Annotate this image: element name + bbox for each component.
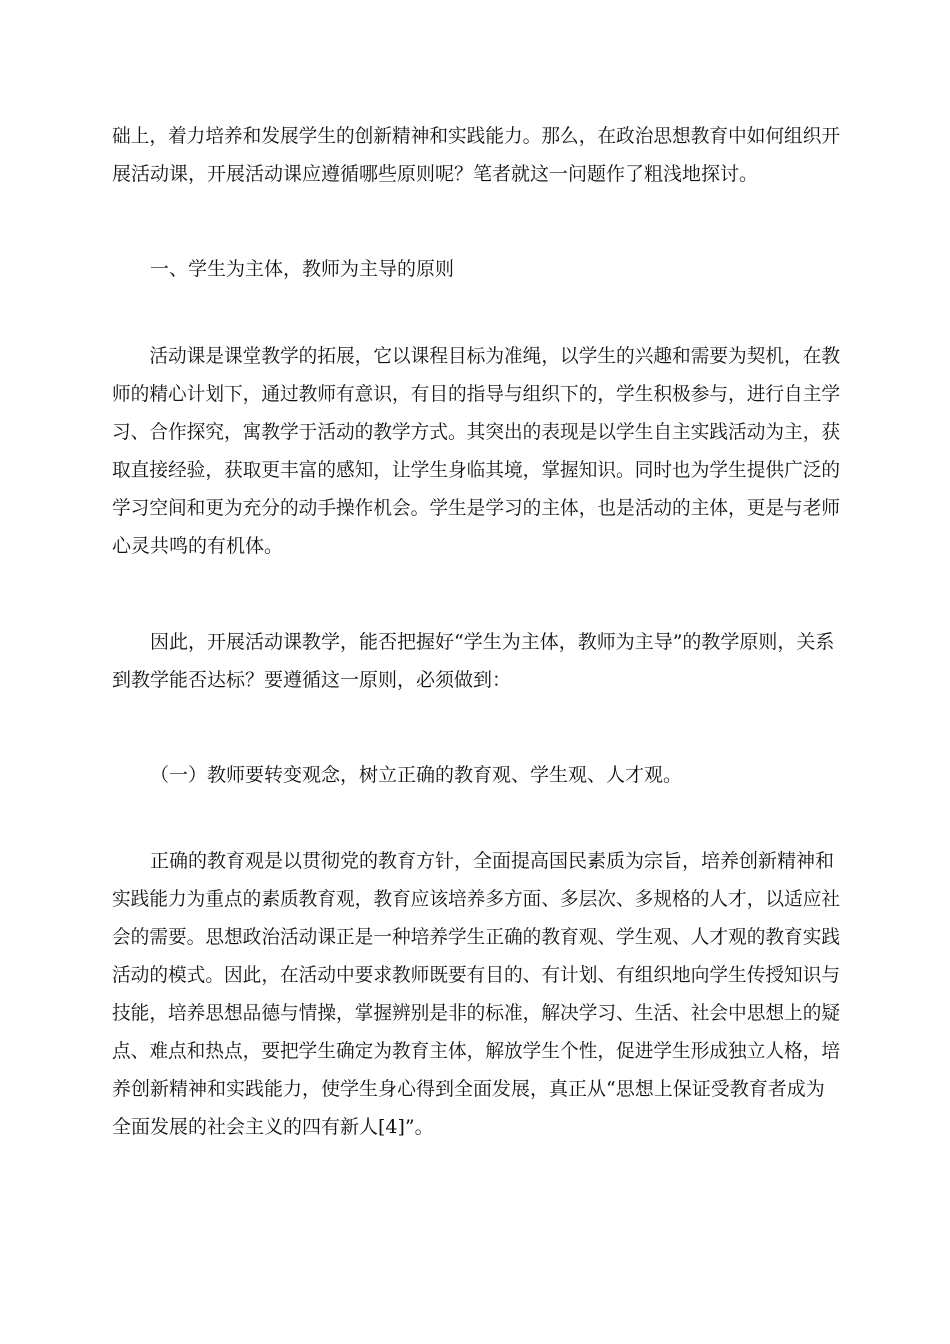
body-paragraph (112, 337, 840, 565)
text-line: 习、合作探究，寓教学于活动的教学方式。其突出的表现是以学生自主实践活动为主，获 (112, 421, 841, 443)
subheading-text: （一）教师要转变观念，树立正确的教育观、学生观、人才观。 (150, 764, 683, 786)
body-paragraph (112, 842, 840, 1146)
text-line: 点、难点和热点，要把学生确定为教育主体，解放学生个性，促进学生形成独立人格，培 (112, 1040, 841, 1062)
heading-text: 一、学生为主体，教师为主导的原则 (150, 258, 455, 280)
text-line: 正确的教育观是以贯彻党的教育方针，全面提高国民素质为宗旨，培养创新精神和 (150, 850, 835, 872)
body-paragraph (112, 623, 840, 699)
text-line: 因此，开展活动课教学，能否把握好“学生为主体，教师为主导”的教学原则，关系 (150, 631, 835, 653)
text-line: 活动课是课堂教学的拓展，它以课程目标为准绳，以学生的兴趣和需要为契机，在教 (149, 345, 841, 367)
text-line: 学习空间和更为充分的动手操作机会。学生是学习的主体，也是活动的主体，更是与老师 (112, 497, 841, 519)
text-line: 养创新精神和实践能力，使学生身心得到全面发展，真正从“思想上保证受教育者成为 (112, 1078, 825, 1100)
section-heading (112, 250, 840, 288)
text-line: 活动的模式。因此，在活动中要求教师既要有目的、有计划、有组织地向学生传授知识与 (112, 964, 841, 986)
text-line: 师的精心计划下，通过教师有意识，有目的指导与组织下的，学生积极参与，进行自主学 (112, 383, 841, 405)
intro-paragraph (112, 117, 840, 193)
text-line: 全面发展的社会主义的四有新人[4]”。 (112, 1116, 434, 1138)
text-line: 到教学能否达标？要遵循这一原则，必须做到： (112, 669, 512, 691)
text-line: 取直接经验，获取更丰富的感知，让学生身临其境，掌握知识。同时也为学生提供广泛的 (112, 459, 841, 481)
text-line: 技能，培养思想品德与情操，掌握辨别是非的标准，解决学习、生活、社会中思想上的疑 (112, 1002, 841, 1024)
subsection-heading (112, 756, 840, 794)
text-line: 展活动课，开展活动课应遵循哪些原则呢？笔者就这一问题作了粗浅地探讨。 (112, 163, 759, 185)
text-line: 会的需要。思想政治活动课正是一种培养学生正确的教育观、学生观、人才观的教育实践 (112, 926, 841, 948)
text-line: 心灵共鸣的有机体。 (112, 535, 284, 557)
text-line: 实践能力为重点的素质教育观，教育应该培养多方面、多层次、多规格的人才，以适应社 (112, 888, 841, 910)
text-line: 础上，着力培养和发展学生的创新精神和实践能力。那么，在政治思想教育中如何组织开 (112, 125, 841, 147)
